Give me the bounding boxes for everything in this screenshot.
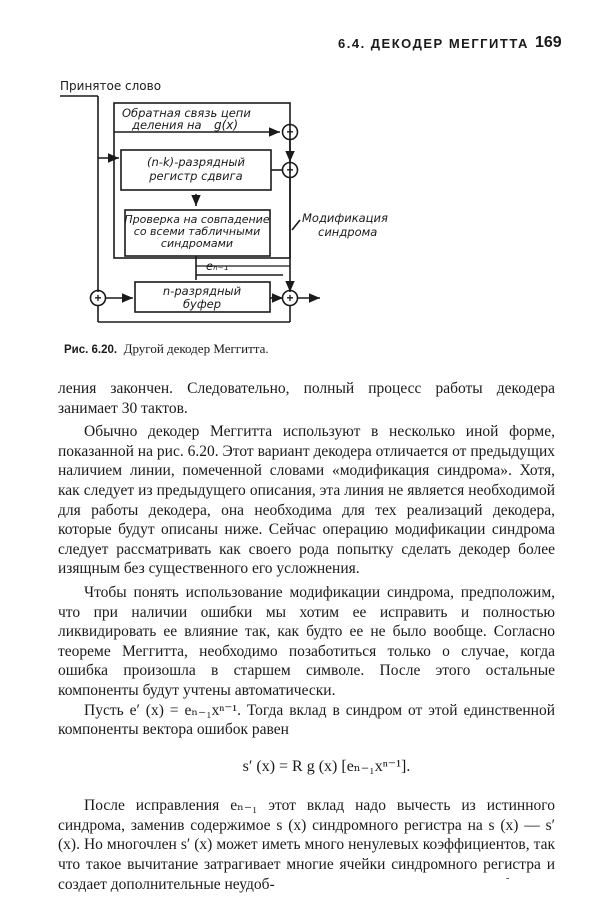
modification-label-1: Модификация	[302, 211, 388, 225]
input-label: Принятое слово	[60, 79, 162, 93]
paragraph-4: Пусть e′ (x) = eₙ₋₁xⁿ⁻¹. Тогда вклад в синдром от этой единственной компоненты вектора ошибок равен	[58, 701, 555, 739]
modification-label-2: синдрома	[318, 225, 378, 239]
page-number: 169	[535, 34, 562, 51]
section-title: 6.4. ДЕКОДЕР МЕГГИТТА	[338, 36, 529, 51]
formula: s′ (x) = R g (x) [eₙ₋₁xⁿ⁻¹].	[242, 757, 411, 775]
feedback-label-2: деления на	[132, 118, 202, 132]
paragraph-1: ления закончен. Следовательно, полный процесс работы декодера занимает 30 тактов.	[58, 380, 555, 417]
feedback-label-1: Обратная связь цепи	[122, 106, 251, 120]
plus-sign-mid: +	[286, 163, 294, 177]
feedback-poly: g(x)	[214, 118, 239, 132]
paragraph-5: После исправления eₙ₋₁ этот вклад надо вычесть из истинного синдрома, заменив содержимое s (x) синдромного регистра на s (x) — s′ (x). Но многочлен s′ (x) может иметь много ненулевых коэффициентов, так что такое вычитание затрагивает многие ячейки синдромного регистра и создает дополнительные неудоб-	[58, 797, 555, 893]
paragraph-2: Обычно декодер Меггитта используют в несколько иной форме, показанной на рис. 6.20. Этот вариант декодера отличается от предыдущих наличием линии, помеченной словами «модификация синдрома». Хотя, как следует из предыдущего описания, эта линия не является необходимой для работы декодера, она необходима для тех реализаций декодера, которые будут описаны ниже. Сейчас операцию модификации синдрома следует рассматривать как своего рода попытку сделать декодер более изящным без существенного его усложнения.	[58, 423, 555, 578]
plus-sign-output: +	[286, 291, 294, 305]
footer-mark: -	[506, 873, 510, 884]
check-label-2: со всеми табличными	[133, 225, 261, 238]
error-label: eₙ₋₁	[206, 259, 229, 273]
buffer-label-1: n-разрядный	[162, 284, 242, 298]
decoder-diagram	[0, 70, 613, 370]
register-label-2: регистр сдвига	[149, 169, 243, 183]
figure-caption	[64, 341, 269, 357]
body-text	[58, 379, 555, 894]
buffer-label-2: буфер	[182, 297, 222, 311]
running-header	[0, 34, 613, 56]
plus-sign-top: +	[286, 125, 294, 139]
caption-text: Другой декодер Меггитта.	[123, 341, 269, 356]
caption-label: Рис. 6.20.	[64, 344, 118, 356]
register-label-1: (n-k)-разрядный	[147, 155, 245, 169]
paragraph-3: Чтобы понять использование модификации синдрома, предположим, что при наличии ошибки мы хотим ее исправить и полностью ликвидировать ее влияние так, как будто ее не было вообще. Согласно теореме Меггитта, необходимо позаботиться только о случае, когда ошибка произошла в старшем символе. После этого остальные компоненты будут учтены автоматически.	[58, 583, 555, 699]
check-label-3: синдромами	[160, 237, 234, 250]
plus-sign-input: +	[94, 291, 102, 305]
check-label-1: Проверка на совпадение	[124, 213, 270, 226]
